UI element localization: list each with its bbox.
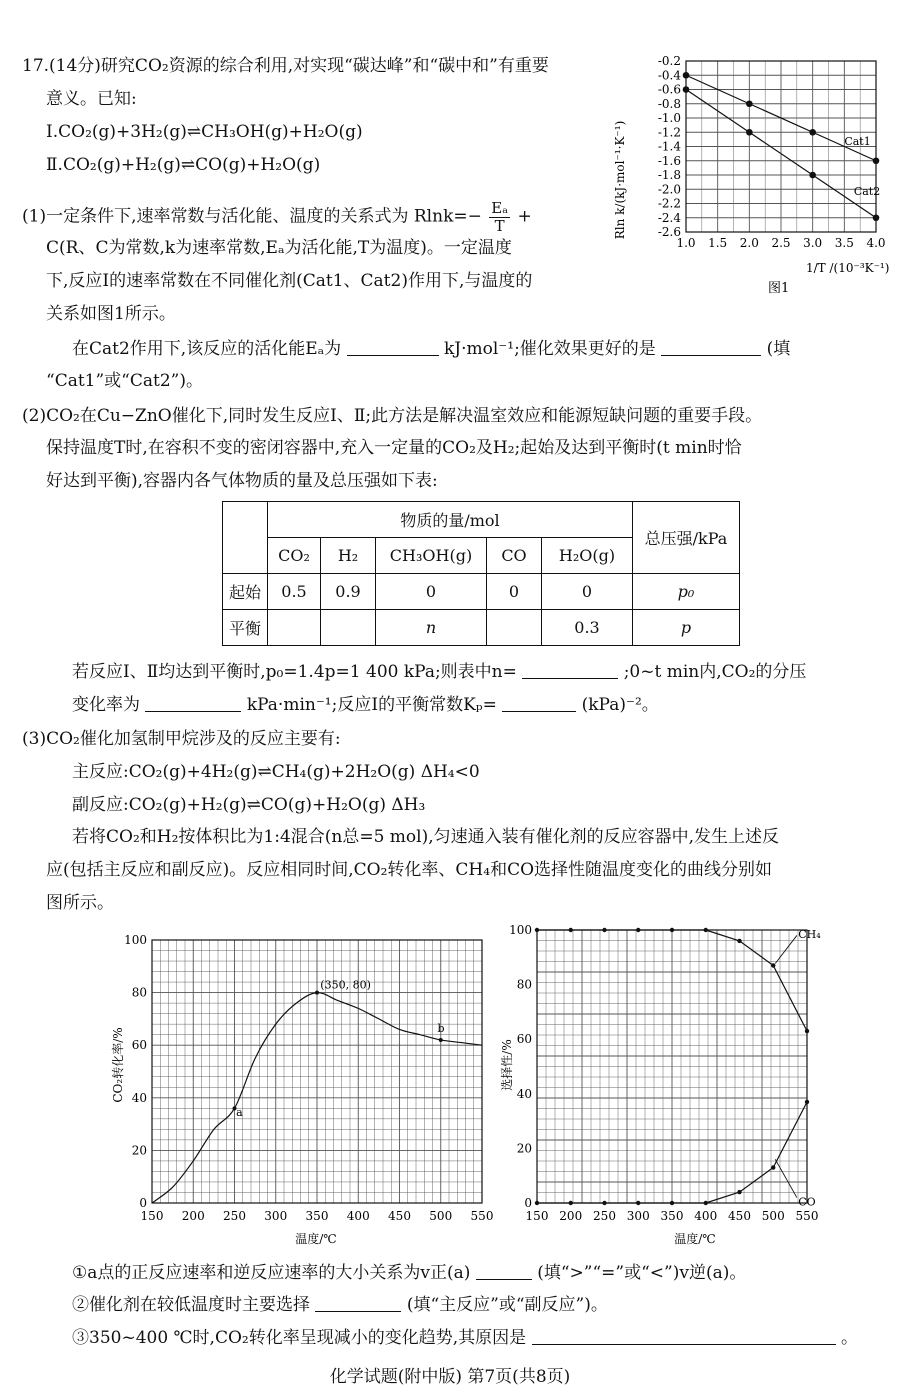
part1-question-a: 在Cat2作用下,该反应的活化能Eₐ为 — [72, 339, 342, 359]
fig1-title: 图1 — [768, 281, 790, 296]
data-point — [873, 214, 880, 221]
x-tick-label: 200 — [181, 1209, 205, 1223]
data-point — [535, 1201, 539, 1205]
part2-q2-a: 变化率为 — [72, 695, 140, 715]
answer-blank-reaction[interactable] — [315, 1297, 401, 1312]
co-leader — [775, 1159, 797, 1197]
part3-s3-b: 。 — [840, 1328, 858, 1348]
data-point — [805, 1029, 809, 1033]
fraction-denominator: T — [494, 216, 505, 235]
y-tick-label: 60 — [516, 1032, 532, 1047]
fig1-ticks — [658, 54, 886, 250]
y-tick-label: -0.2 — [657, 54, 681, 68]
data-point — [746, 129, 753, 136]
data-point — [809, 172, 816, 179]
table-row — [223, 610, 740, 646]
x-tick-label: 350 — [660, 1209, 684, 1223]
co2-xlabel: 温度/℃ — [295, 1232, 337, 1246]
data-point — [670, 928, 674, 932]
part2-line3: 好达到平衡),容器内各气体物质的量及总压强如下表: — [46, 471, 438, 491]
y-tick-label: -1.4 — [657, 139, 681, 154]
co2-ylabel: CO₂转化率/% — [111, 1027, 125, 1103]
y-tick-label: 0 — [524, 1196, 532, 1210]
ch4-label: CH₄ — [798, 928, 821, 942]
y-tick-label: 60 — [131, 1038, 147, 1053]
x-tick-label: 3.5 — [834, 236, 854, 250]
data-point — [704, 928, 708, 932]
data-point — [569, 1201, 573, 1205]
data-point — [602, 928, 606, 932]
part2-line1: (2)CO₂在Cu−ZnO催化下,同时发生反应Ⅰ、Ⅱ;此方法是解决温室效应和能源短缺问题的重要手段。 — [22, 406, 763, 426]
part3-main-reaction: 主反应:CO₂(g)+4H₂(g)⇌CH₄(g)+2H₂O(g) ΔH₄<0 — [72, 762, 480, 782]
part1-question-end: “Cat1”或“Cat2”)。 — [46, 371, 203, 391]
point-b-label: b — [437, 1022, 445, 1036]
y-tick-label: -1.8 — [657, 168, 681, 182]
part1-question — [72, 341, 790, 358]
part1-line3: 下,反应Ⅰ的速率常数在不同催化剂(Cat1、Cat2)作用下,与温度的 — [46, 271, 533, 291]
x-tick-label: 2.0 — [739, 236, 759, 250]
x-tick-label: 250 — [593, 1209, 616, 1223]
fraction-numerator: Eₐ — [491, 199, 509, 217]
data-point — [746, 100, 753, 107]
part2-q1-b: ;0~t min内,CO₂的分压 — [623, 662, 807, 682]
part1-line4: 关系如图1所示。 — [46, 304, 176, 324]
y-tick-label: 20 — [516, 1141, 532, 1156]
annotated-point — [315, 991, 319, 995]
point-a-label: a — [236, 1106, 243, 1120]
y-tick-label: -1.0 — [657, 111, 681, 125]
answer-blank-ea[interactable] — [347, 341, 439, 356]
page-footer: 化学试题(附中版) 第7页(共8页) — [329, 1367, 571, 1387]
x-tick-label: 450 — [728, 1209, 751, 1223]
sel-ylabel: 选择性/% — [500, 1039, 514, 1091]
table-cell-pressure: p — [633, 610, 740, 646]
y-tick-label: -2.2 — [657, 196, 681, 211]
part2-q2-c: (kPa)⁻²。 — [581, 695, 659, 715]
part2-q1-a: 若反应Ⅰ、Ⅱ均达到平衡时,p₀=1.4p=1 400 kPa;则表中n= — [72, 662, 517, 682]
data-point — [805, 1100, 809, 1104]
part3-line5: 应(包括主反应和副反应)。反应相同时间,CO₂转化率、CH₄和CO选择性随温度变化的曲线分别如 — [46, 860, 773, 880]
row-label: 起始 — [223, 574, 268, 610]
part1-line1-plus: + — [517, 206, 532, 227]
y-tick-label: 80 — [131, 985, 147, 1000]
x-tick-label: 150 — [525, 1209, 549, 1223]
data-point — [670, 1201, 674, 1205]
selectivity-chart — [495, 925, 895, 1255]
y-tick-label: -1.2 — [657, 125, 681, 140]
y-tick-label: -0.8 — [657, 96, 681, 111]
y-tick-label: -2.4 — [657, 210, 681, 225]
data-point — [873, 157, 880, 164]
table-col-header: H₂O(g) — [542, 538, 633, 574]
data-point — [636, 1201, 640, 1205]
part3-line6: 图所示。 — [46, 893, 114, 913]
co2-grid — [152, 940, 482, 1203]
data-point — [602, 1201, 606, 1205]
data-point — [535, 928, 539, 932]
x-tick-label: 350 — [305, 1209, 329, 1223]
table-row — [223, 574, 740, 610]
answer-blank-reason[interactable] — [532, 1330, 836, 1345]
x-tick-label: 2.5 — [771, 236, 791, 250]
part1-question-c: (填 — [766, 339, 791, 359]
peak-label: (350, 80) — [320, 978, 371, 992]
part3-s1-b: (填“>”“=”或“<”)v逆(a)。 — [537, 1263, 747, 1283]
y-tick-label: 80 — [516, 977, 532, 992]
answer-blank-n[interactable] — [522, 664, 618, 679]
table-cell-pressure: p₀ — [633, 574, 740, 610]
y-tick-label: 40 — [516, 1086, 532, 1101]
x-tick-label: 200 — [559, 1209, 583, 1223]
row-label: 平衡 — [223, 610, 268, 646]
x-tick-label: 450 — [388, 1209, 411, 1223]
x-tick-label: 250 — [223, 1209, 246, 1223]
table-corner — [223, 502, 268, 574]
data-point — [809, 129, 816, 136]
data-point — [683, 86, 690, 93]
part3-line4: 若将CO₂和H₂按体积比为1:4混合(n总=5 mol),匀速通入装有催化剂的反应容器中,发生上述反 — [72, 827, 780, 847]
x-tick-label: 3.0 — [803, 236, 823, 250]
sel-marks — [535, 928, 821, 1209]
question-intro-line2: 意义。已知: — [46, 89, 137, 109]
y-tick-label: 100 — [509, 925, 532, 937]
table-cell: 0 — [487, 574, 542, 610]
fig1-xlabel: 1/T /(10⁻³K⁻¹) — [806, 261, 890, 275]
data-point — [683, 72, 690, 79]
x-tick-label: 400 — [346, 1209, 370, 1223]
part3-line1: (3)CO₂催化加氢制甲烷涉及的反应主要有: — [22, 729, 341, 749]
part3-s2-a: ②催化剂在较低温度时主要选择 — [72, 1295, 310, 1315]
part2-question1 — [72, 664, 806, 681]
x-tick-label: 400 — [694, 1209, 718, 1223]
cat2-label: Cat2 — [853, 184, 881, 198]
table-cell: 0 — [376, 574, 487, 610]
table-cell — [487, 610, 542, 646]
y-tick-label: 100 — [124, 933, 147, 947]
part1-line1-text: (1)一定条件下,速率常数与活化能、温度的关系式为 Rlnk=− — [22, 206, 482, 227]
part3-side-reaction: 副反应:CO₂(g)+H₂(g)⇌CO(g)+H₂O(g) ΔH₃ — [72, 795, 426, 815]
answer-blank-rate[interactable] — [145, 697, 241, 712]
table-group-header: 物质的量/mol — [268, 502, 633, 538]
question-intro-line1: 17.(14分)研究CO₂资源的综合利用,对实现“碳达峰”和“碳中和”有重要 — [22, 56, 549, 76]
y-tick-label: -0.6 — [657, 82, 681, 97]
data-point — [737, 1190, 741, 1194]
table-cell: 0.5 — [268, 574, 321, 610]
data-point — [569, 928, 573, 932]
y-tick-label: 0 — [139, 1196, 147, 1210]
x-tick-label: 550 — [795, 1209, 819, 1223]
part1-line1 — [22, 200, 532, 234]
ch4-leader — [775, 935, 797, 963]
part3-s3-a: ③350~400 ℃时,CO₂转化率呈现减小的变化趋势,其原因是 — [72, 1328, 527, 1348]
table-col-header: CO — [487, 538, 542, 574]
data-point — [704, 1201, 708, 1205]
part3-sub2 — [72, 1297, 608, 1314]
data-point — [771, 1165, 775, 1169]
fig1-chart — [610, 40, 900, 300]
part3-s2-b: (填“主反应”或“副反应”)。 — [406, 1295, 608, 1315]
data-point — [636, 928, 640, 932]
part2-q2-b: kPa·min⁻¹;反应Ⅰ的平衡常数Kₚ= — [246, 695, 497, 715]
table-cell: 0.9 — [321, 574, 376, 610]
table-cell: n — [376, 610, 487, 646]
y-tick-label: -1.6 — [657, 153, 681, 168]
data-point — [737, 939, 741, 943]
x-tick-label: 1.0 — [676, 236, 696, 250]
x-tick-label: 150 — [140, 1209, 164, 1223]
ea-over-t-fraction — [489, 200, 510, 234]
table-pressure-header: 总压强/kPa — [633, 502, 740, 574]
sel-grid — [537, 930, 807, 1203]
x-tick-label: 500 — [761, 1209, 785, 1223]
y-tick-label: -0.4 — [657, 68, 681, 83]
answer-blank-rate-compare[interactable] — [476, 1265, 532, 1280]
y-tick-label: 40 — [131, 1090, 147, 1105]
table-cell — [321, 610, 376, 646]
part2-line2: 保持温度T时,在容积不变的密闭容器中,充入一定量的CO₂及H₂;起始及达到平衡时(t min时恰 — [46, 438, 742, 458]
sel-ticks — [509, 925, 818, 1223]
x-tick-label: 500 — [429, 1209, 453, 1223]
fig1-ylabel: Rln k/(kJ·mol⁻¹·K⁻¹) — [613, 120, 627, 240]
amount-table — [222, 501, 740, 646]
table-cell: 0 — [542, 574, 633, 610]
table-col-header: CH₃OH(g) — [376, 538, 487, 574]
x-tick-label: 1.5 — [708, 236, 728, 250]
y-tick-label: 20 — [131, 1143, 147, 1158]
sel-xlabel: 温度/℃ — [674, 1232, 716, 1246]
x-tick-label: 300 — [626, 1209, 650, 1223]
part1-question-b: kJ·mol⁻¹;催化效果更好的是 — [443, 339, 656, 359]
part3-sub1 — [72, 1265, 746, 1282]
table-col-header: H₂ — [321, 538, 376, 574]
y-tick-label: -2.0 — [657, 182, 681, 197]
part3-sub3 — [72, 1330, 858, 1347]
table-cell: 0.3 — [542, 610, 633, 646]
cat1-label: Cat1 — [844, 135, 871, 149]
x-tick-label: 4.0 — [866, 236, 886, 250]
part2-question2 — [72, 697, 659, 714]
data-point — [771, 963, 775, 967]
answer-blank-kp[interactable] — [502, 697, 576, 712]
x-tick-label: 550 — [470, 1209, 494, 1223]
part3-s1-a: ①a点的正反应速率和逆反应速率的大小关系为v正(a) — [72, 1263, 471, 1283]
co-label: CO — [798, 1195, 816, 1209]
table-col-header: CO₂ — [268, 538, 321, 574]
x-tick-label: 300 — [264, 1209, 288, 1223]
co2-conversion-chart — [100, 925, 495, 1255]
reaction-2: Ⅱ.CO₂(g)+H₂(g)⇌CO(g)+H₂O(g) — [46, 155, 321, 175]
reaction-1: Ⅰ.CO₂(g)+3H₂(g)⇌CH₃OH(g)+H₂O(g) — [46, 122, 363, 142]
answer-blank-catalyst[interactable] — [661, 341, 761, 356]
part1-line2: C(R、C为常数,k为速率常数,Eₐ为活化能,T为温度)。一定温度 — [46, 238, 512, 258]
y-tick-label: -2.6 — [657, 225, 681, 239]
table-cell — [268, 610, 321, 646]
annotated-point — [439, 1038, 443, 1042]
